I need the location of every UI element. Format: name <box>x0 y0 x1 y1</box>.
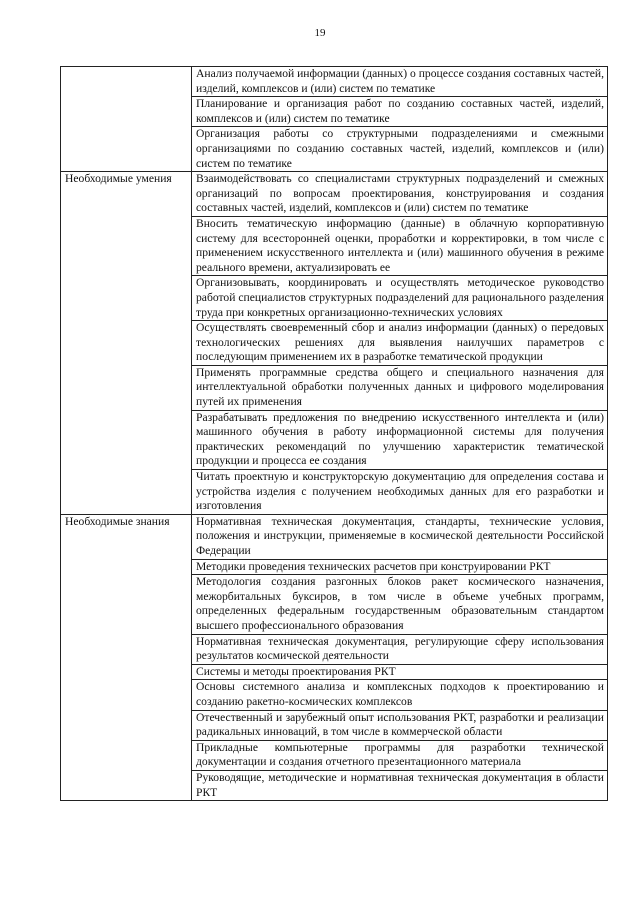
table-cell: Нормативная техническая документация, стандарты, технические условия, положения и инструкции, применяемые в космической деятельности Российской Федерации <box>192 514 608 559</box>
table-cell: Отечественный и зарубежный опыт использования РКТ, разработки и реализации радикальных инноваций, в том числе в коммерческой области <box>192 710 608 740</box>
table-cell: Организовывать, координировать и осуществлять методическое руководство работой специалистов структурных подразделений для рационального разделения труда при конкретных организационно-технических условиях <box>192 276 608 321</box>
row-label: Необходимые умения <box>61 172 192 515</box>
row-label <box>61 67 192 172</box>
table-cell: Системы и методы проектирования РКТ <box>192 664 608 680</box>
table-cell: Прикладные компьютерные программы для разработки технической документации и создания отчетного презентационного материала <box>192 740 608 770</box>
table-cell: Осуществлять своевременный сбор и анализ информации (данных) о передовых технологических решениях для выявления наилучших параметров с последующим применением их в разработке тематической продукции <box>192 321 608 366</box>
table-cell: Применять программные средства общего и специального назначения для интеллектуальной обработки полученных данных и цифрового моделирования путей их применения <box>192 365 608 410</box>
table-cell: Разрабатывать предложения по внедрению искусственного интеллекта и (или) машинного обучения в работу информационной системы для получения практических рекомендаций по улучшению характеристик тематической продукции и процесса ее создания <box>192 410 608 469</box>
table-cell: Методология создания разгонных блоков ракет космического назначения, межорбитальных буксиров, в том числе в объеме учебных программ, определенных федеральным государственным образовательным стандартом высшего профессионального образования <box>192 575 608 634</box>
table-cell: Анализ получаемой информации (данных) о процессе создания составных частей, изделий, комплексов и (или) систем по тематике <box>192 67 608 97</box>
table-cell: Основы системного анализа и комплексных подходов к проектированию и созданию ракетно-космических комплексов <box>192 680 608 710</box>
page-number: 19 <box>314 27 326 39</box>
table-cell: Руководящие, методические и нормативная техническая документация в области РКТ <box>192 770 608 800</box>
table-cell: Вносить тематическую информацию (данные) в облачную корпоративную систему для всесторонней оценки, проработки и корректировки, в том числе с применением искусственного интеллекта и (или) машинного обучения в режиме реального времени, актуализировать ее <box>192 216 608 275</box>
table-cell: Нормативная техническая документация, регулирующие сферу использования результатов космической деятельности <box>192 634 608 664</box>
table-row <box>61 172 608 217</box>
row-label: Необходимые знания <box>61 514 192 800</box>
table-cell: Методики проведения технических расчетов при конструировании РКТ <box>192 559 608 575</box>
table-cell: Читать проектную и конструкторскую документацию для определения состава и устройства изделия с получением необходимых данных для его разработки и изготовления <box>192 470 608 515</box>
requirements-table <box>60 66 608 801</box>
table-cell: Организация работы со структурными подразделениями и смежными организациями по созданию составных частей, изделий, комплексов и (или) систем по тематике <box>192 127 608 172</box>
table-row <box>61 514 608 559</box>
table-cell: Взаимодействовать со специалистами структурных подразделений и смежных организаций по вопросам проектирования, конструирования и создания составных частей, изделий, комплексов и (или) систем по тематике <box>192 172 608 217</box>
table-row <box>61 67 608 97</box>
table-cell: Планирование и организация работ по созданию составных частей, изделий, комплексов и (или) систем по тематике <box>192 97 608 127</box>
